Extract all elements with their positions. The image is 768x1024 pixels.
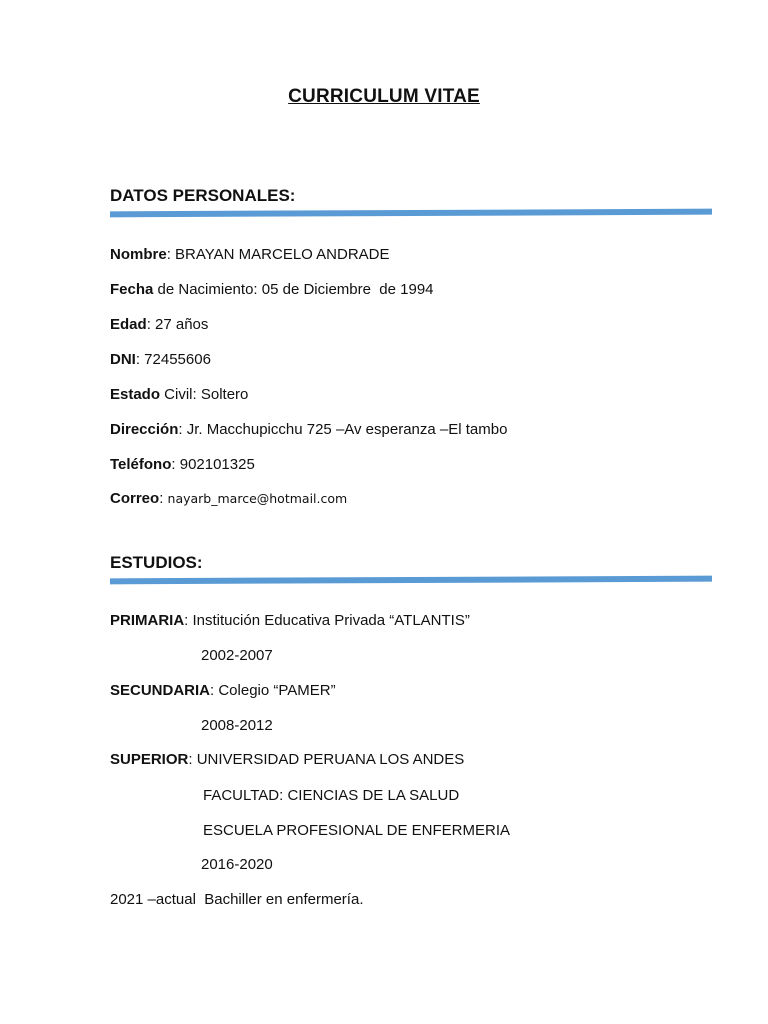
superior-years: 2016-2020 bbox=[201, 856, 273, 873]
field-value: Civil: Soltero bbox=[160, 386, 249, 403]
field-estado-civil bbox=[110, 386, 248, 403]
field-value: : 27 años bbox=[146, 316, 209, 333]
field-telefono bbox=[110, 456, 255, 473]
field-label: Teléfono bbox=[110, 456, 172, 473]
field-label: Fecha bbox=[110, 281, 154, 298]
escuela-line: ESCUELA PROFESIONAL DE ENFERMERIA bbox=[203, 822, 511, 839]
field-correo bbox=[110, 490, 347, 507]
field-label: Dirección bbox=[110, 421, 179, 438]
field-label: Nombre bbox=[110, 246, 167, 263]
section-divider-personal bbox=[110, 209, 712, 218]
current-status-line: 2021 –actual Bachiller en enfermería. bbox=[110, 891, 364, 908]
field-value: de Nacimiento: 05 de Diciembre de 1994 bbox=[153, 281, 434, 298]
field-edad bbox=[110, 316, 208, 333]
field-superior bbox=[110, 751, 464, 768]
field-value: : Institución Educativa Privada “ATLANTIS” bbox=[184, 612, 470, 629]
field-label: Estado bbox=[110, 386, 161, 403]
field-value: : UNIVERSIDAD PERUANA LOS ANDES bbox=[188, 751, 465, 768]
field-label: SUPERIOR bbox=[110, 751, 189, 768]
field-separator: : bbox=[159, 490, 168, 507]
field-primaria bbox=[110, 612, 470, 629]
field-fecha-nacimiento bbox=[110, 281, 434, 298]
field-label: Correo bbox=[110, 490, 160, 507]
field-label: PRIMARIA bbox=[110, 612, 185, 629]
field-value: : Jr. Macchupicchu 725 –Av esperanza –El tambo bbox=[178, 421, 508, 438]
field-value: : 902101325 bbox=[171, 456, 255, 473]
field-label: DNI bbox=[110, 351, 136, 368]
field-secundaria bbox=[110, 682, 336, 699]
secundaria-years: 2008-2012 bbox=[201, 717, 273, 734]
field-dni bbox=[110, 351, 211, 368]
section-heading-personal: DATOS PERSONALES: bbox=[110, 186, 296, 205]
field-value: : BRAYAN MARCELO ANDRADE bbox=[166, 246, 390, 263]
document-title: CURRICULUM VITAE bbox=[288, 86, 480, 107]
field-label: SECUNDARIA bbox=[110, 682, 211, 699]
field-label: Edad bbox=[110, 316, 147, 333]
field-direccion bbox=[110, 421, 507, 438]
field-value: : Colegio “PAMER” bbox=[210, 682, 336, 699]
field-value: : 72455606 bbox=[135, 351, 211, 368]
field-nombre bbox=[110, 246, 390, 263]
section-heading-studies: ESTUDIOS: bbox=[110, 553, 203, 572]
email-value: nayarb_marce@hotmail.com bbox=[167, 491, 348, 506]
facultad-line: FACULTAD: CIENCIAS DE LA SALUD bbox=[203, 787, 460, 804]
primaria-years: 2002-2007 bbox=[201, 647, 273, 664]
section-divider-studies bbox=[110, 576, 712, 585]
